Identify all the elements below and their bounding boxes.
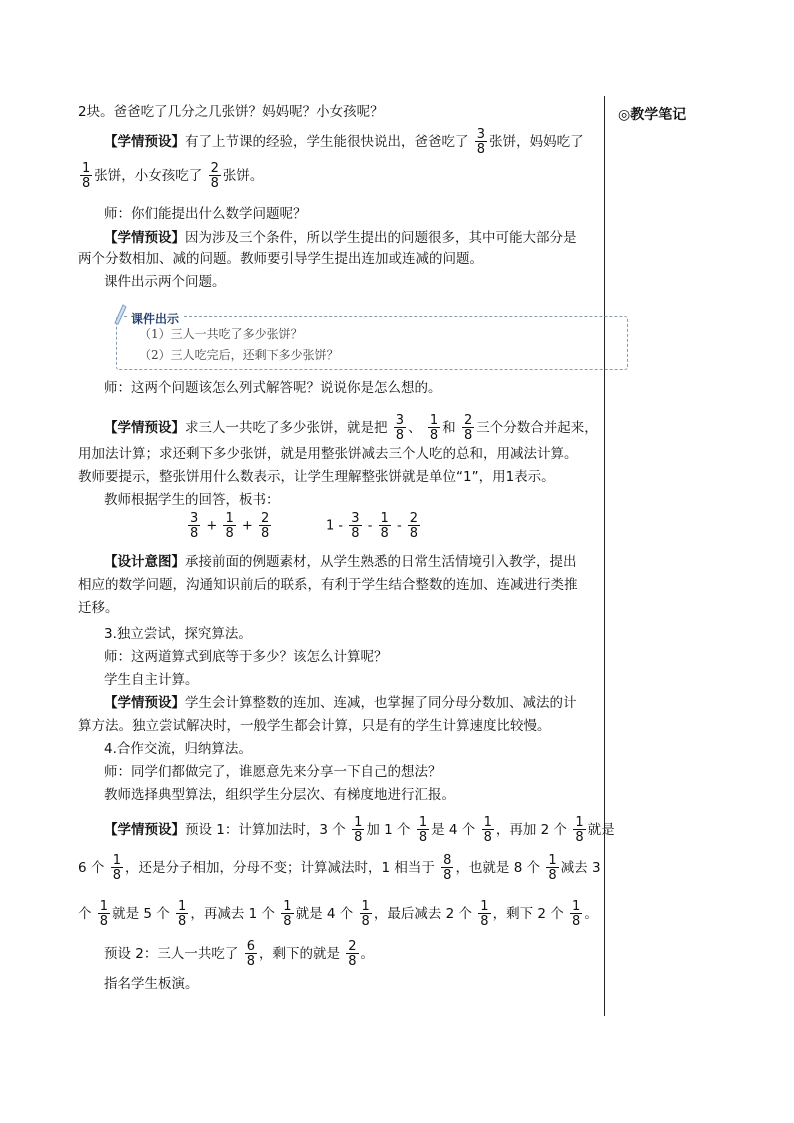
paragraph-line: 课件出示两个问题。 [104,274,226,290]
paragraph-line: 教师根据学生的回答，板书： [104,492,280,508]
fraction: $\frac{8}{8}$ [443,853,452,883]
fraction: $\frac{1}{8}$ [548,853,557,883]
paragraph-line: 【学情预设】因为涉及三个条件，所以学生提出的问题很多，其中可能大部分是 [104,230,577,246]
fraction: $\frac{1}{8}$ [225,511,234,541]
fraction: $\frac{1}{8}$ [429,413,439,443]
paragraph-line: 【学情预设】求三人一共吃了多少张饼，就是把 $\frac{3}{8}$ 、 $\frac{1}{8}$ 和 $\frac{2}{8}$ 三个分数合并起来， [104,413,598,443]
courseware-question: （1）三人一共吃了多少张饼？ [139,327,303,341]
paragraph-line: 【学情预设】有了上节课的经验，学生能很快说出，爸爸吃了 $\frac{3}{8}$ 张饼，妈妈吃了 [104,127,584,157]
paragraph-line: 3.独立尝试，探究算法。 [104,626,252,642]
fraction: $\frac{2}{8}$ [260,511,270,541]
paragraph-line: 学生自主计算。 [104,672,199,688]
fraction: $\frac{2}{8}$ [409,511,419,541]
paragraph-line: 预设 2：三人一共吃了 $\frac{6}{8}$ ，剩下的就是 $\frac{2}{8}$ 。 [104,939,375,969]
fraction: $\frac{6}{8}$ [246,939,255,969]
paragraph-line: 师：这两个问题该怎么列式解答呢？说说你是怎么想的。 [104,380,442,396]
fraction: $\frac{3}{8}$ [395,413,405,443]
paragraph-line: 指名学生板演。 [104,976,199,992]
teaching-notes-label: ◎教学笔记 [618,107,687,123]
paragraph-line: 师：同学们都做完了，谁愿意先来分享一下自己的想法？ [104,764,442,780]
courseware-box [116,312,628,370]
paragraph-line: 个 $\frac{1}{8}$ 就是 5 个 $\frac{1}{8}$ ，再减去 1 个 $\frac{1}{8}$ 就是 4 个 $\frac{1}{8}$ ，最后减去 2 个 $\frac{1}{8}$ ，剩下 2 个 $\frac{1}{8}$ 。 [78,899,598,929]
fraction: $\frac{1}{8}$ [380,511,389,541]
fraction: $\frac{1}{8}$ [483,815,492,845]
fraction: $\frac{1}{8}$ [354,815,363,845]
courseware-title: 课件出示 [127,310,183,327]
fraction: $\frac{3}{8}$ [190,511,199,541]
paragraph-line: 【学情预设】预设 1：计算加法时，3 个 $\frac{1}{8}$ 加 1 个 $\frac{1}{8}$ 是 4 个 $\frac{1}{8}$ ，再加 2 个 $\frac{1}{8}$ 就是 [104,815,615,845]
paragraph-line: 4.合作交流，归纳算法。 [104,741,252,757]
addition-expression: $\frac{3}{8}$ + $\frac{1}{8}$ + $\frac{2}{8}$ [190,511,270,541]
fraction: $\frac{1}{8}$ [82,161,91,191]
fraction: $\frac{1}{8}$ [283,899,292,929]
paragraph-line: 6 个 $\frac{1}{8}$ ，还是分子相加，分母不变；计算减法时，1 相当于 $\frac{8}{8}$ ，也就是 8 个 $\frac{1}{8}$ 减去 3 [78,853,601,883]
paragraph-line: 迁移。 [78,600,119,616]
fraction: $\frac{1}{8}$ [112,853,121,883]
fraction: $\frac{3}{8}$ [476,127,486,157]
paragraph-line: 相应的数学问题，沟通知识前后的联系，有利于学生结合整数的连加、连减进行类推 [78,577,578,593]
fraction: $\frac{1}{8}$ [480,899,489,929]
fraction: $\frac{2}{8}$ [463,413,473,443]
courseware-question: （2）三人吃完后，还剩下多少张饼？ [139,348,339,362]
paragraph-line: 教师选择典型算法，组织学生分层次、有梯度地进行汇报。 [104,787,455,803]
fraction: $\frac{1}{8}$ [178,899,187,929]
paragraph-line: 师：你们能提出什么数学问题呢？ [104,206,307,222]
paragraph-line: 2块。爸爸吃了几分之几张饼？妈妈呢？小女孩呢？ [78,104,384,120]
fraction: $\frac{1}{8}$ [572,899,581,929]
pencil-icon [113,303,127,325]
paragraph-line: 用加法计算；求还剩下多少张饼，就是用整张饼减去三个人吃的总和，用减法计算。 [78,446,578,462]
paragraph-line: 两个分数相加、减的问题。教师要引导学生提出连加或连减的问题。 [78,251,483,267]
paragraph-line: 【学情预设】学生会计算整数的连加、连减，也掌握了同分母分数加、减法的计 [104,695,577,711]
fraction: $\frac{1}{8}$ [418,815,428,845]
fraction: $\frac{1}{8}$ [99,899,109,929]
fraction: $\frac{2}{8}$ [348,939,357,969]
fraction: $\frac{1}{8}$ [361,899,370,929]
fraction: $\frac{2}{8}$ [210,161,219,191]
paragraph-line: $\frac{1}{8}$ 张饼，小女孩吃了 $\frac{2}{8}$ 张饼。 [82,161,264,191]
paragraph-line: 【设计意图】承接前面的例题素材，从学生熟悉的日常生活情境引入教学，提出 [104,554,577,570]
fraction: $\frac{3}{8}$ [351,511,360,541]
fraction: $\frac{1}{8}$ [575,815,584,845]
paragraph-line: 教师要提示，整张饼用什么数表示，让学生理解整张饼就是单位“1”，用1表示。 [78,469,555,485]
subtraction-expression: 1 - $\frac{3}{8}$ - $\frac{1}{8}$ - $\frac{2}{8}$ [326,511,419,541]
paragraph-line: 师：这两道算式到底等于多少？该怎么计算呢？ [104,649,388,665]
paragraph-line: 算方法。独立尝试解决时，一般学生都会计算，只是有的学生计算速度比较慢。 [78,718,551,734]
